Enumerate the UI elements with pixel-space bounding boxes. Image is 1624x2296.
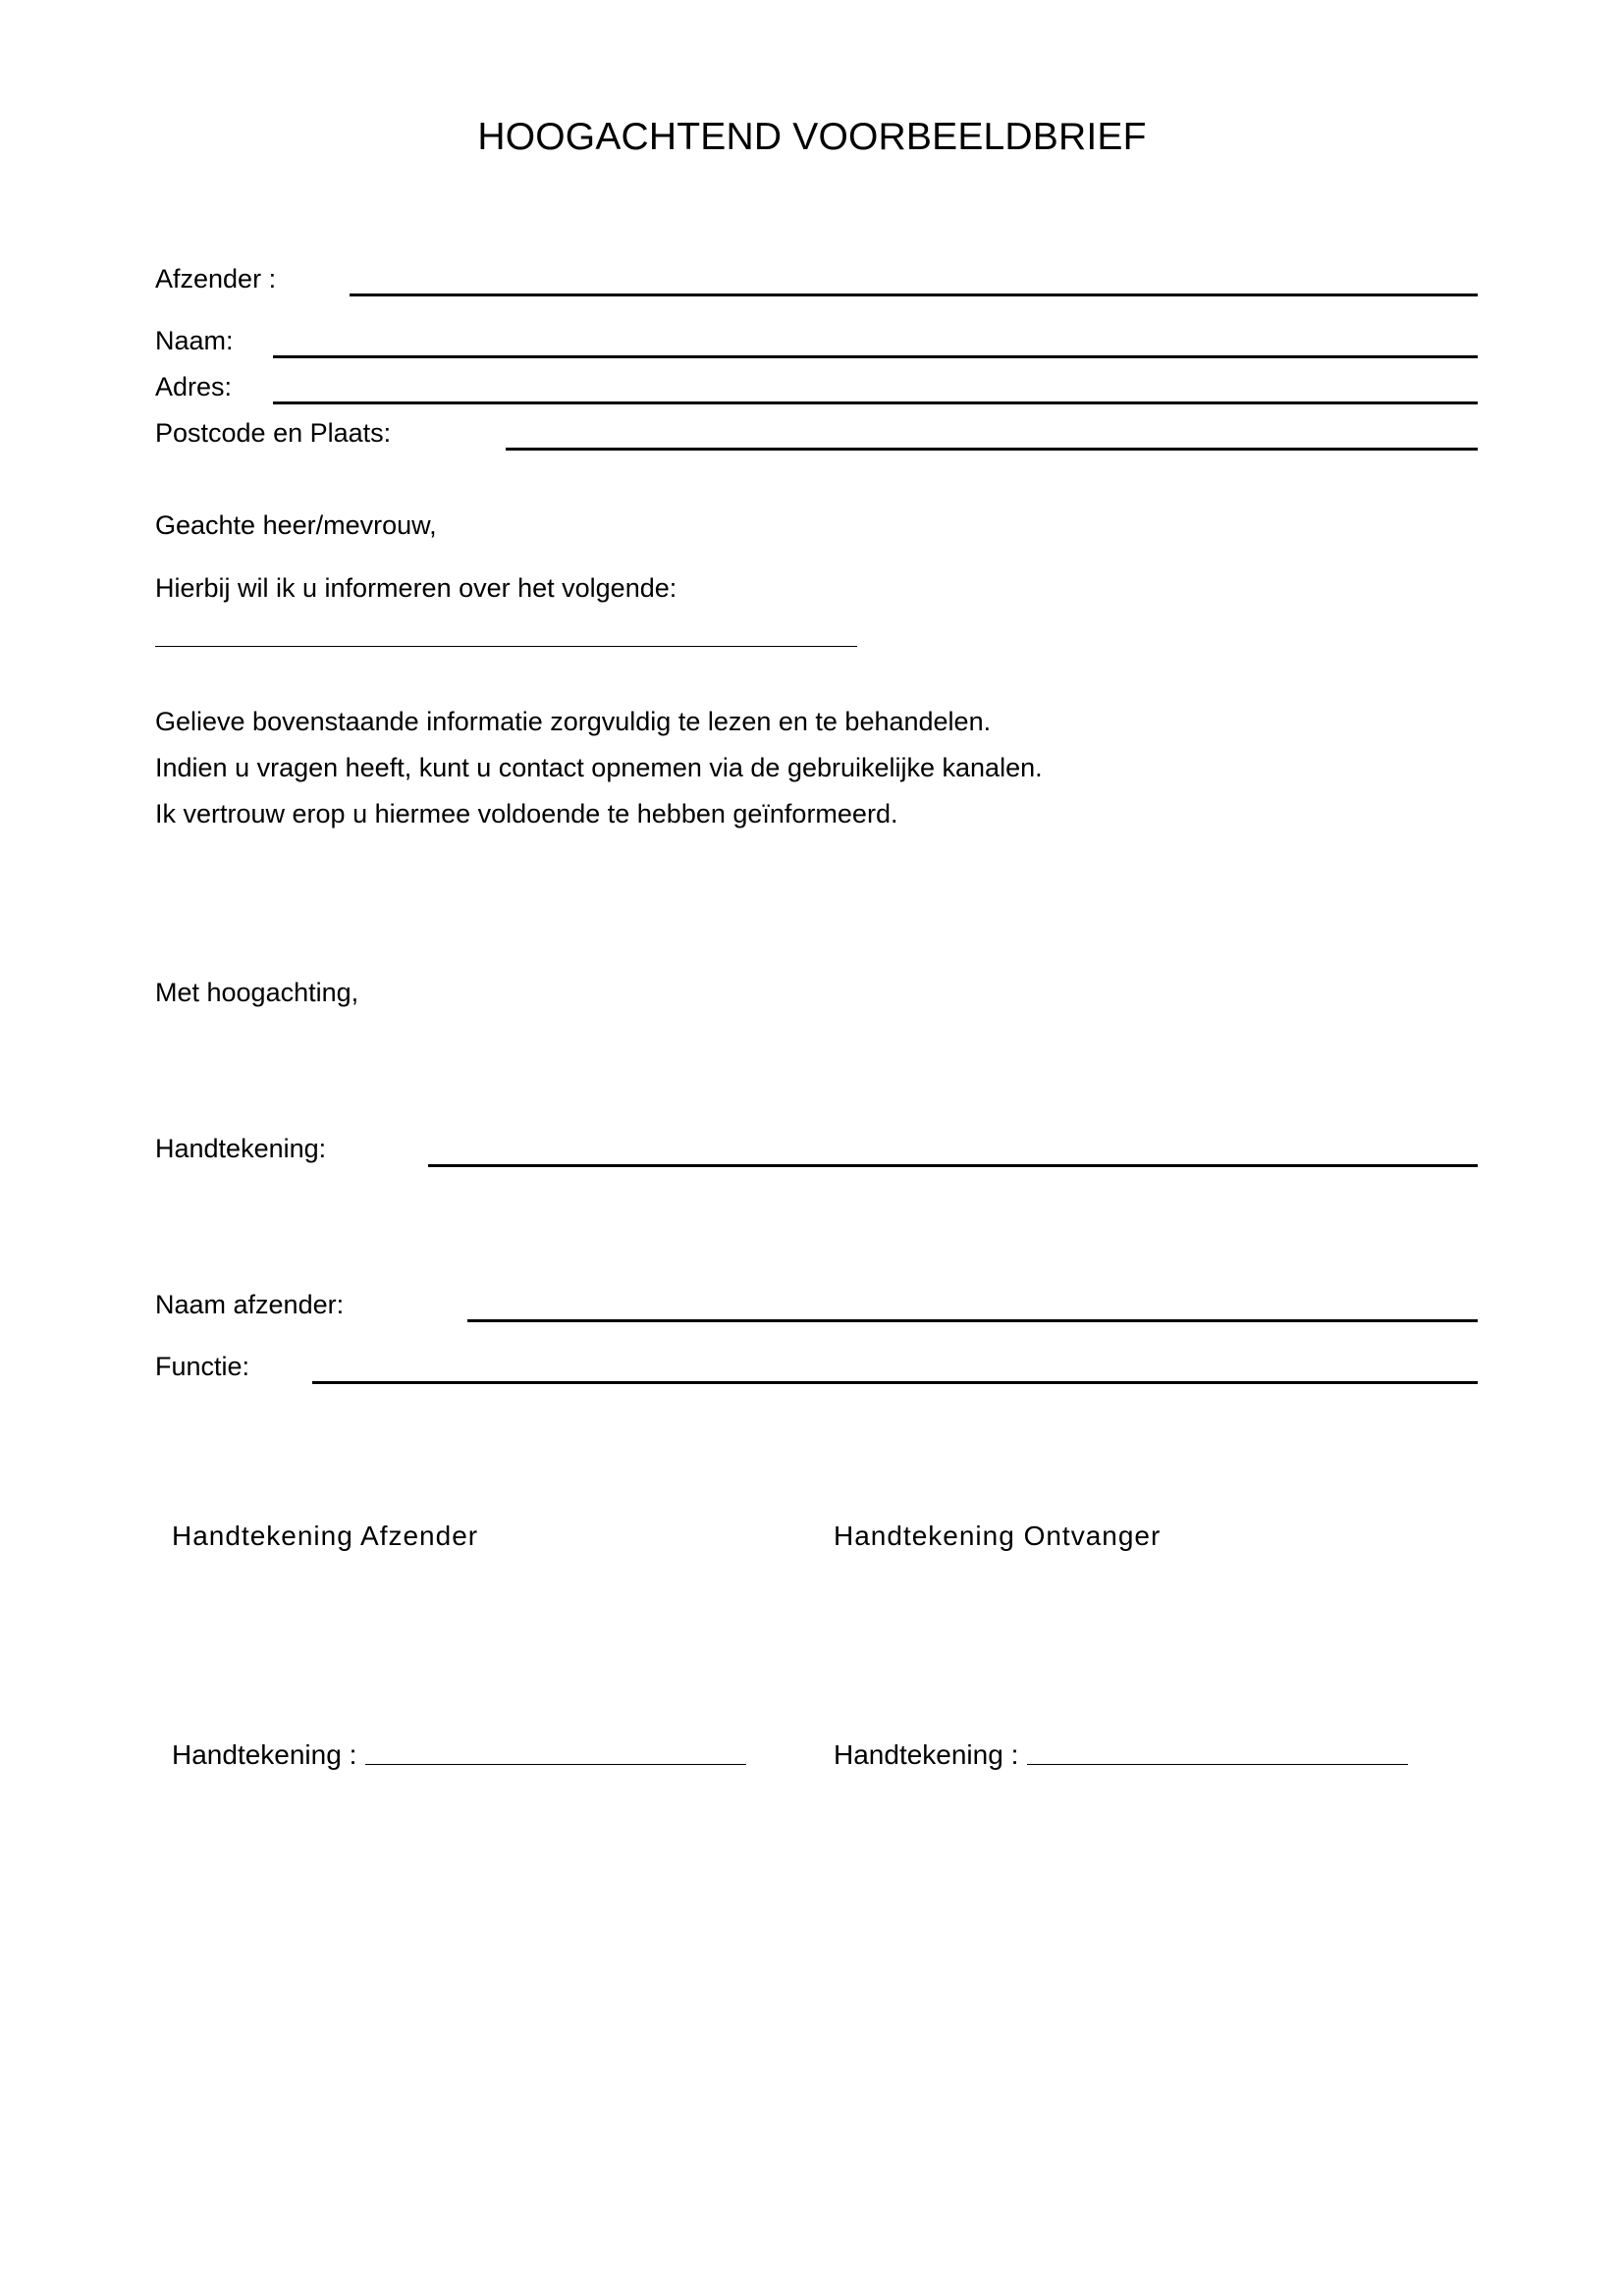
- functie-field[interactable]: [312, 1381, 1478, 1384]
- afzender-field[interactable]: [350, 294, 1478, 296]
- naam-field[interactable]: [273, 355, 1478, 358]
- functie-label: Functie:: [155, 1352, 250, 1381]
- signature-sender-field[interactable]: [365, 1764, 746, 1765]
- naam-afzender-field[interactable]: [467, 1319, 1478, 1322]
- naam-label: Naam:: [155, 326, 234, 355]
- signature-receiver-heading: Handtekening Ontvanger: [834, 1521, 1162, 1551]
- signature-receiver-label: Handtekening :: [834, 1739, 1019, 1770]
- paragraph-line: Indien u vragen heeft, kunt u contact opnemen via de gebruikelijke kanalen.: [155, 753, 1043, 782]
- closing: Met hoogachting,: [155, 978, 359, 1007]
- adres-field[interactable]: [273, 401, 1478, 404]
- paragraph-line: Gelieve bovenstaande informatie zorgvuldig te lezen en te behandelen.: [155, 707, 992, 736]
- afzender-label: Afzender :: [155, 264, 277, 294]
- signature-sender-heading: Handtekening Afzender: [172, 1521, 479, 1551]
- handtekening-field[interactable]: [428, 1164, 1478, 1167]
- naam-afzender-label: Naam afzender:: [155, 1290, 345, 1319]
- postcode-plaats-label: Postcode en Plaats:: [155, 418, 392, 448]
- adres-label: Adres:: [155, 372, 233, 401]
- postcode-plaats-field[interactable]: [506, 448, 1478, 451]
- information-blank[interactable]: [155, 646, 857, 647]
- signature-receiver-field[interactable]: [1027, 1764, 1408, 1765]
- page-title: HOOGACHTEND VOORBEELDBRIEF: [477, 116, 1147, 158]
- paragraph-line: Ik vertrouw erop u hiermee voldoende te hebben geïnformeerd.: [155, 799, 898, 828]
- signature-sender-label: Handtekening :: [172, 1739, 357, 1770]
- handtekening-label: Handtekening:: [155, 1134, 327, 1163]
- greeting: Geachte heer/mevrouw,: [155, 510, 437, 540]
- intro-text: Hierbij wil ik u informeren over het volgende:: [155, 573, 677, 603]
